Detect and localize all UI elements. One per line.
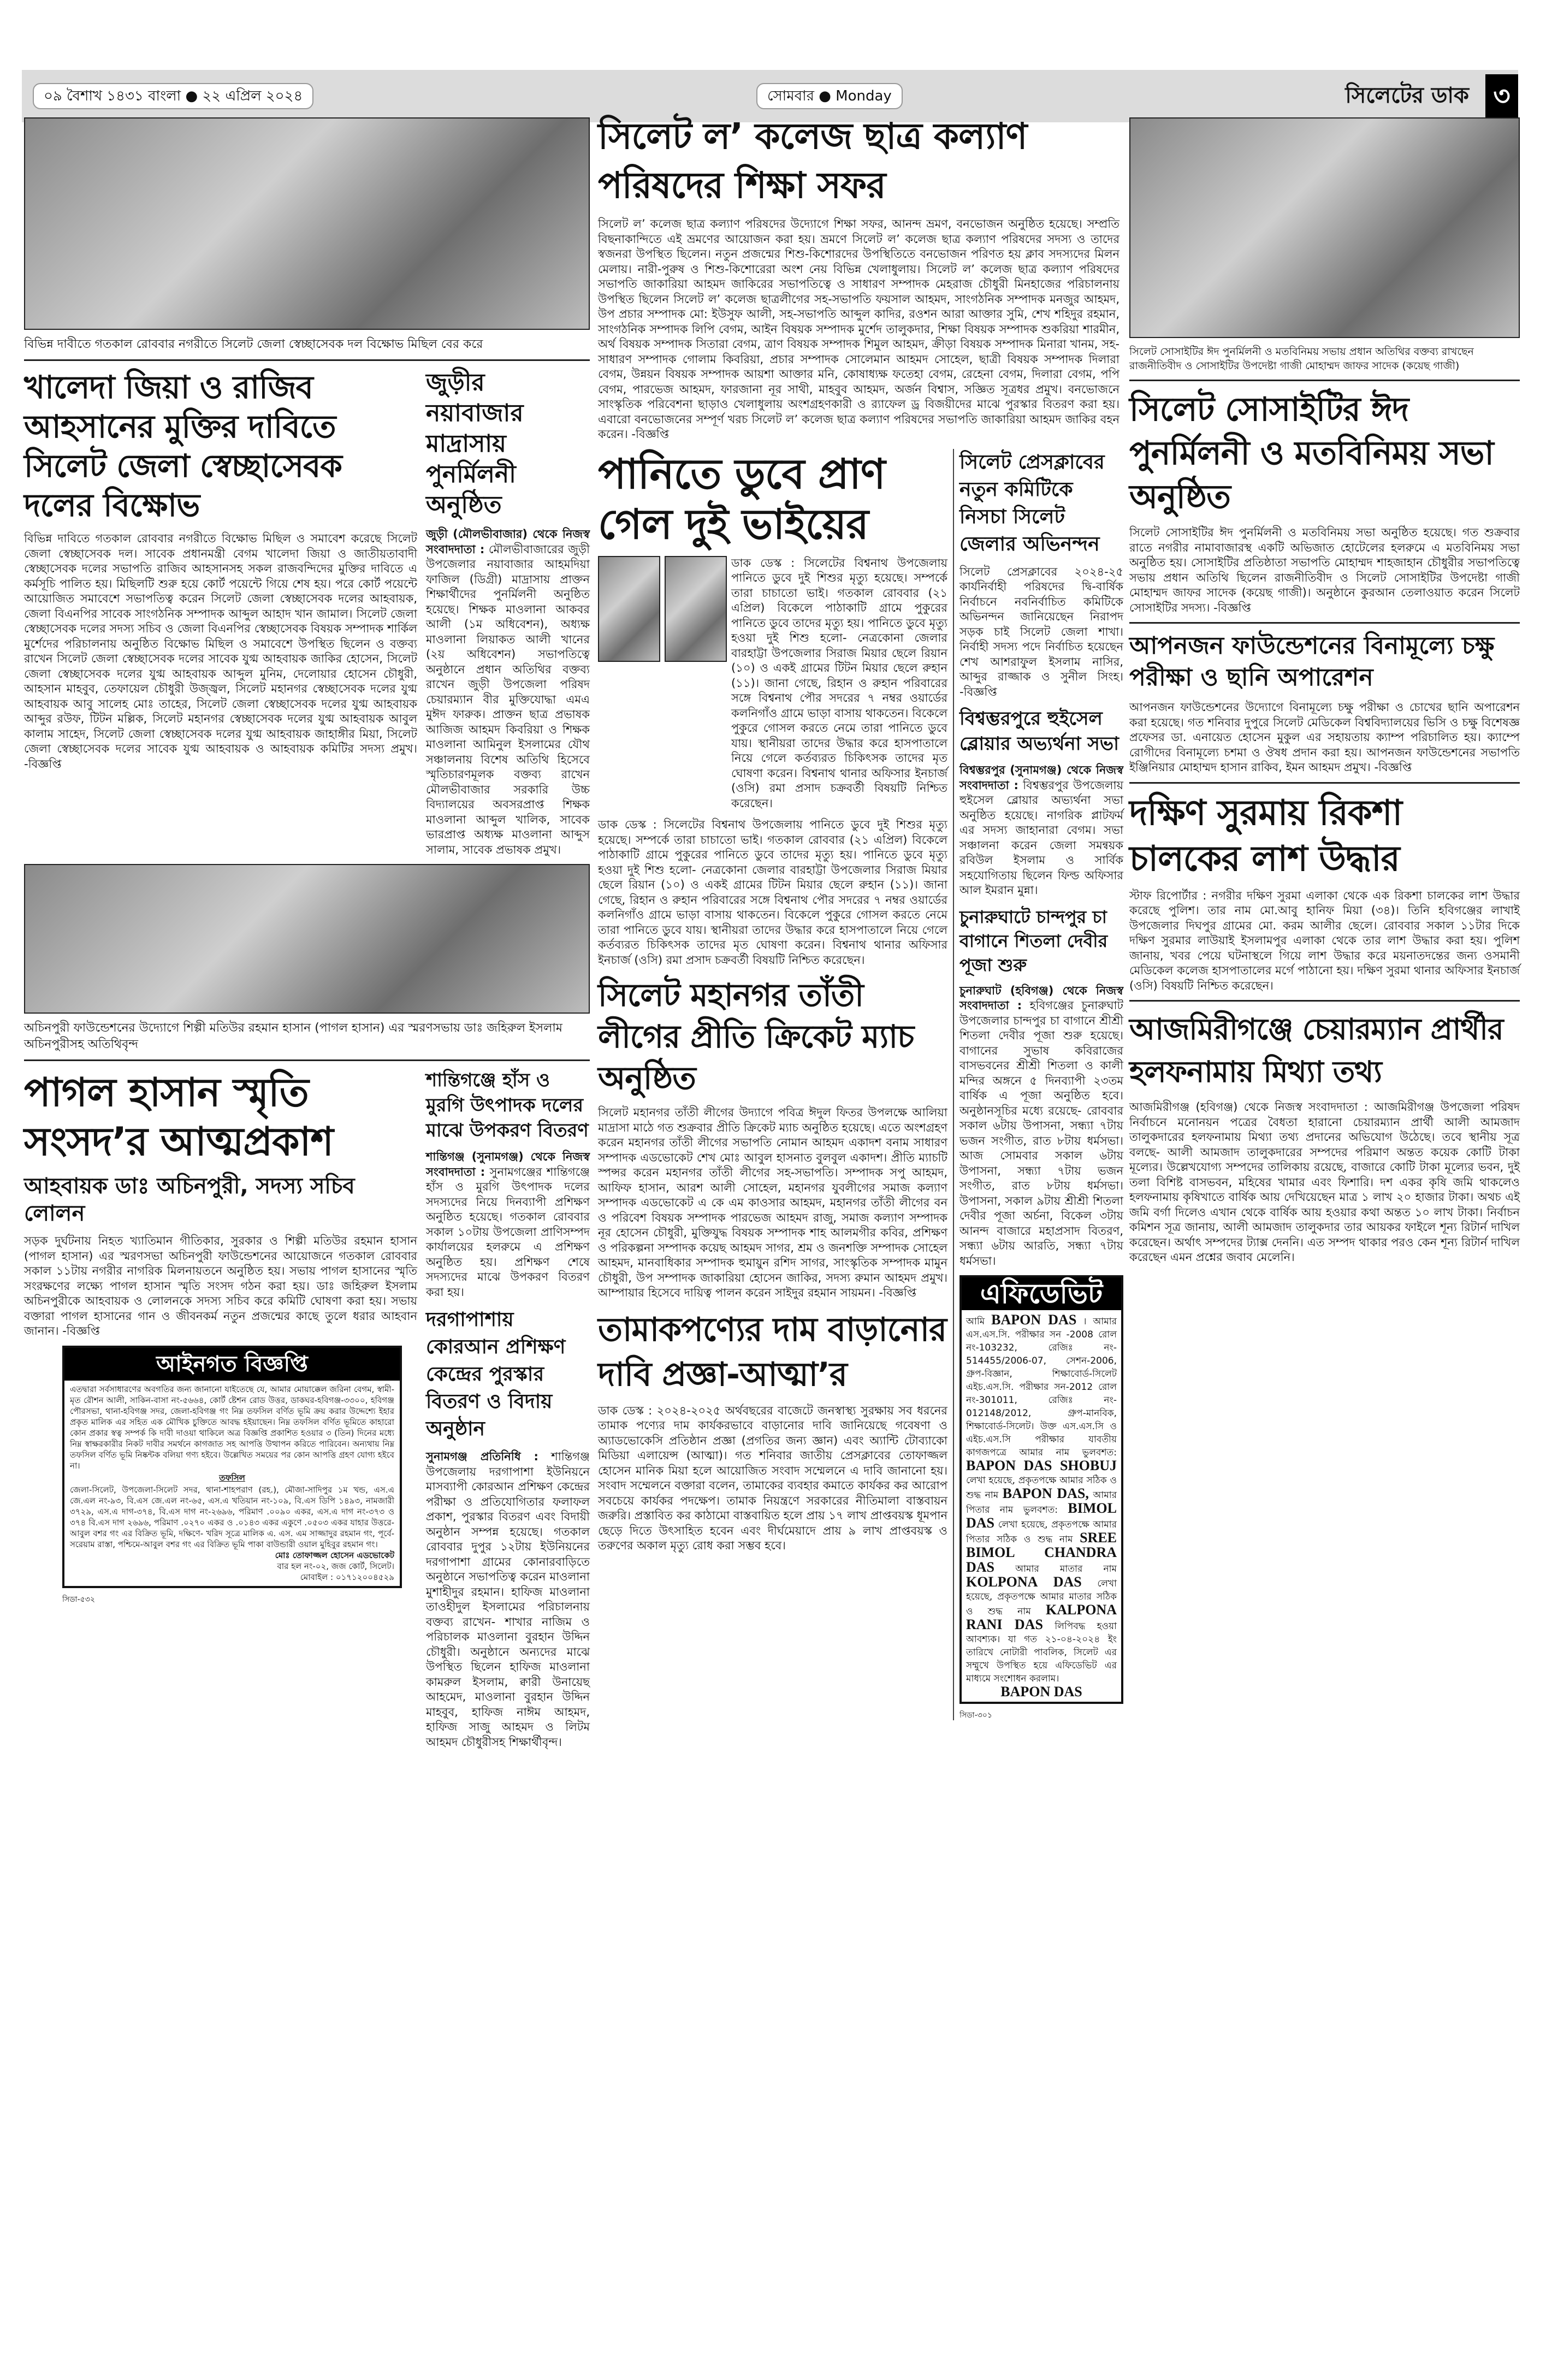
schedule-title: তফসিল xyxy=(219,1472,245,1483)
dateline: চুনারুঘাট (হবিগঞ্জ) থেকে নিজস্ব সংবাদদাতা : xyxy=(959,984,1123,1012)
article-society xyxy=(1129,525,1520,615)
schedule-text: জেলা-সিলেট, উপজেলা-সিলেট সদর, থানা-শাহপরাণ (রহ.), মৌজা-সাদিপুর ১ম খন্ড, এস.এ জে.এল নং-৯৩, বি.এস জে.এল নং-৬৫, এস.এ খতিয়ান নং-১০৯, বি.এস ডিপি ১৪৯৩, নামজারী ৩৭২৯, এস.এ দাগ-৩৭৪, বি.এস দাগ নং-২৬৯৬, পরিমাণ .০০৯০ একর, এস.এ দাগ নং-৩৭৩ ও ৩৭৪ বি.এস দাগ ২৬৯৬, পরিমাণ .০২৭০ একর ও .০১৪৩ একর একুণে .০৫০৩ একর যাহার উত্তরে- আবুল বশর গং এর বিক্রিত ভূমি, দক্ষিণে- খরিদ সূত্রে মালিক এ. এস. এম সাজ্জাদুর রহমান গং, পূর্বে- সরেয়াম রাস্তা, পশ্চিমে-আবুল বশর গং এর বিক্রিত ভূমি পাকা বাউন্ডারী ওয়াল মুহিবুর রহমান গং। xyxy=(70,1484,394,1549)
protest-photo xyxy=(24,117,590,330)
legal-notice-ad xyxy=(62,1346,402,1588)
date-label: ০৯ বৈশাখ ১৪৩১ বাংলা ● ২২ এপ্রিল ২০২৪ xyxy=(33,83,313,109)
wrong-name: BAPON DAS SHOBUJ xyxy=(966,1458,1117,1473)
article-body: মৌলভীবাজারের জুড়ী উপজেলার নয়াবাজার আহমদিয়া ফাজিল (ডিগ্রী) মাদ্রাসায় প্রাক্তন শিক্ষার্থীদের পুনর্মিলনী অনুষ্ঠিত হয়েছে। শিক্ষক মাওলানা আকবর আলী (১ম অধিবেশন), অধ্যক্ষ মাওলানা লিয়াকত আলী খানের (২য় অধিবেশন) সভাপতিত্বে অনুষ্ঠানে প্রধান অতিথির বক্তব্য রাখেন জুড়ী উপজেলা পরিষদ চেয়ারম্যান বীর মুক্তিযোদ্ধা এমএ মুঈদ ফারুক। প্রাক্তন ছাত্র প্রভাষক আজিজ আহমদ কিবরিয়া ও শিক্ষক মাওলানা আমিনুল ইসলামের যৌথ সঞ্চালনায় বিশেষ অতিথি হিসেবে স্মৃতিচারণমূলক বক্তব্য রাখেন মৌলভীবাজার সরকারি উচ্চ বিদ্যালয়ের অবসরপ্রাপ্ত শিক্ষক মাওলানা আব্দুল খালিক, সাবেক ভারপ্রাপ্ত অধ্যক্ষ মাওলানা আব্দুস সালাম, সাবেক প্রভাষক প্রমুখ। xyxy=(426,542,590,856)
left-bottom-row xyxy=(24,1068,590,1750)
article-press-club xyxy=(959,565,1123,700)
page-number: ৩ xyxy=(1485,74,1518,118)
headline-society: সিলেট সোসাইটির ঈদ পুনর্মিলনী ও মতবিনিময় সভা অনুষ্ঠিত xyxy=(1129,390,1494,516)
article-juri xyxy=(426,527,590,857)
article-body: শান্তিগঞ্জ উপজেলায় দরগাপাশা ইউনিয়নে মাসব্যাপী কোরআন প্রশিক্ষণ কেন্দ্রের পরীক্ষা ও প্রতিযোগিতার ফলাফল প্রকাশ, পুরস্কার বিতরণ এবং বিদায়ী অনুষ্ঠান সম্পন্ন হয়েছে। গতকাল রোববার দুপুর ১২টায় ইউনিয়নের দরগাপাশা গ্রামের কোনারবাড়িতে অনুষ্ঠানে সভাপতিত্ব করেন মাওলানা মুশাহীদুর রহমান। হাফিজ মাওলানা তাওহীদুল ইসলামের পরিচালনায় বক্তব্য রাখেন- শাখার নাজিম ও পরিচালক মাওলানা বুরহান উদ্দিন চৌধুরী। অনুষ্ঠানে অন্যদের মাঝে উপস্থিত ছিলেন হাফিজ মাওলানা কামরুল ইসলাম, ক্বারী উনায়েছ আহমেদ, মাওলানা বুরহান উদ্দিন মাহবুব, হাফিজ নাঈম আহমদ, হাফিজ সাজু আহমদ ও লিটম আহমদ চৌধুরীসহ শিক্ষার্থীবৃন্দ। xyxy=(426,1450,590,1749)
article-body: সিলেট সোসাইটির ঈদ পুনর্মিলনী ও মতবিনিময় সভা অনুষ্ঠিত হয়েছে। গত শুক্রবার রাতে নগরীর নামাবাজারস্থ একটি অভিজাত হোটেলের হলরুমে এ মতবিনিময় সভা অনুষ্ঠিত হয়। সোসাইটির প্রতিষ্ঠাতা সভাপতি মোহাম্মদ শাহজাহান চৌধুরীর সভাপতিত্বে সভায় প্রধান অতিথি ছিলেন রাজনীতিবীদ ও সিলেট সোসাইটির উপদেষ্টা গাজী মোহাম্মদ জাফর সাদেক (কয়েছ গাজী)। অনুষ্ঠানে কুরআন তেলাওয়াত করেন সিলেট সোসাইটির সদস্য। -বিজ্ঞপ্তি xyxy=(1129,526,1520,614)
article-body: বিভিন্ন দাবিতে গতকাল রোববার নগরীতে বিক্ষোভ মিছিল ও সমাবেশ করেছে সিলেট জেলা স্বেচ্ছাসেবক দল। সাবেক প্রধানমন্ত্রী বেগম খালেদা জিয়া ও জাতীয়তাবাদী স্বেচ্ছাসেবক দলের সভাপতি রাজিব আহসানসহ সকল রাজবন্দিদের মুক্তির দাবিতে এ কর্মসূচি পালিত হয়। মিছিলটি শুরু হয়ে কোর্ট পয়েন্টে গিয়ে শেষ হয়। পরে কোর্ট পয়েন্টে আয়োজিত সমাবেশে সভাপতিত্ব করেন সিলেট জেলা স্বেচ্ছাসেবক দলের আহবায়ক, জেলা বিএনপির সাবেক সাংগঠনিক সম্পাদক আব্দুল আহাদ খান জামাল। সিলেট জেলা স্বেচ্ছাসেবক দলের সদস্য সচিব ও জেলা বিএনপির স্বেচ্ছাসেবক বিষয়ক সম্পাদক শার্কিল মুর্শেদের পরিচালনায় অনুষ্ঠিত বিক্ষোভ মিছিল ও সমাবেশে উপস্থিত ছিলেন ও বক্তব্য রাখেন সিলেট জেলা স্বেচ্ছাসেবক দলের সাবেক যুগ্ম আহবায়ক জাকির হোসেন, সিলেট জেলা স্বেচ্ছাসেবক দলের যুগ্ম আহবায়ক আব্দুল মুনিম, দেলোয়ার হোসেন চৌধুরী, আহসান মাহবুব, তেফায়েল চৌধুরী উজ্জ্বল, সিলেট মহানগর স্বেচ্ছাসেবক দলের যুগ্ম আহবায়ক আবু সালেহ মোঃ তাহের, সিলেট জেলা স্বেচ্ছাসেবক দলের যুগ্ম আহবায়ক আব্দুর রউফ, টিটন মল্লিক, সিলেট মহানগর স্বেচ্ছাসেবক দলের যুগ্ম আহবায়ক আবুল কালাম সাহেদ, সিলেট জেলা স্বেচ্ছাসেবক দলের যুগ্ম আহবায়ক জাহাঙ্গীর মিয়া, সিলেট জেলা স্বেচ্ছাসেবক দলের সাবেক যুগ্ম আহবায়ক ও আহবায়ক কমিটির সদস্য প্রমুখ। -বিজ্ঞপ্তি xyxy=(24,532,417,771)
article-body: সিলেট মহানগর তাঁতী লীগের উদ্যাগে পবিত্র ঈদুল ফিতর উপলক্ষে আলিয়া মাদ্রাসা মাঠে গত শুক্রবার প্রীতি ক্রিকেট ম্যাচ অনুষ্ঠিত হয়েছে। এতে অংশগ্রহণ করেন মহানগর তাঁতী লীগের সভাপতি নোমান আহমদ একাদশ বনাম সাধারণ সম্পাদক এডভোকেট শেখ মোঃ আবুল হাসনাত বুলবুল একাদশ। প্রীতি ম্যাচটি স্পন্সর করেন মহানগর তাঁতী লীগের সহ-সভাপতি। সম্পাদক সপু আহমদ, আফিফ হাসান, আরশ আলী সোহেল, মহানগর যুবলীগের সমাজ কল্যাণ সম্পাদক এডভোকেট এ কে এম কাওসার আহমদ, মহানগর তাঁতী লীগের বন ও পরিবেশ বিষয়ক সম্পাদক পারভেজ আহমদ রাজু, সমাজ কল্যাণ সম্পাদক নূর হোসেন চৌধুরী, মুক্তিযুদ্ধ বিষয়ক সম্পাদক শাহ আলমগীর কবির, প্রশিক্ষণ ও পরিকল্পনা সম্পাদক কয়েছ আহমদ সাগর, শ্রম ও জনশক্তি সম্পাদক সোহেল আহমদ, মানবাধিকার সম্পাদক হুমায়ুন রশিদ সাগর, সাংস্কৃতিক সম্পাদক মামুন চৌধুরী, উপ সম্পাদক জাকারিয়া হোসেন জাকির, সদস্য রুমান আহমদ প্রমুখ। আম্পায়ার হিসেবে দায়িত্ব পালন করেন সাইদুর রহমান সায়মন। -বিজ্ঞপ্তি xyxy=(598,1106,947,1299)
article-whistle-blower xyxy=(959,763,1123,898)
juri-column xyxy=(426,368,590,857)
wrong-father-name: BIMOL DAS xyxy=(966,1500,1117,1531)
center-section xyxy=(598,112,1123,1720)
center-right-column xyxy=(959,449,1123,1721)
article-body: হবিগঞ্জের চুনারুঘাট উপজেলার চান্দপুর চা বাগানে শ্রীশ্রী শিতলা দেবীর পূজা শুরু হয়েছে। বাগানের সুভাষ কবিরাজের বাসভবনের শ্রীশ্রী শিতলা ও কালী মন্দির অঙ্গনে ৫ দিনব্যাপী ২৩তম বার্ষিক এ পূজা অনুষ্ঠিত হবে। অনুষ্ঠানসূচির মধ্যে রয়েছে- রোববার সকাল ৬টায় উপাসনা, সন্ধ্যা ৭টায় ভজন সংগীত, রাত ৮টায় ধর্মসভা। আজ সোমবার সকাল ৬টায় উপাসনা, সন্ধ্যা ৭টায় ভজন সংগীত, রাত ৮টায় ধর্মসভা। উপাসনা, সকাল ৯টায় শ্রীশ্রী শিতলা দেবীর পূজা অর্চনা, বিকেল ৩টায় আনন্দ বাজারে মহাপ্রসাদ বিতরণ, সন্ধ্যা ৬টায় আরতি, সন্ধ্যা ৭টায় ধর্মসভা। xyxy=(959,999,1123,1268)
correct-father-name: SREE BIMOL CHANDRA DAS xyxy=(966,1530,1117,1575)
day-label: সোমবার ● Monday xyxy=(756,83,903,109)
divider xyxy=(1129,782,1520,784)
ad-text: আমার পিতার নাম ভুলবশত: xyxy=(966,1490,1117,1515)
ad-body: এতদ্বারা সর্বসাধারণের অবগতির জন্য জানানো যাইতেছে যে, আমার মোয়াক্কেল জরিনা বেগম, স্বামী- মৃত রৌশন আলী, সাকিন-বাসা নং-৫৬৬৪, কোর্ট ষ্টেশন রোড উত্তর, ডাকঘর-হবিগঞ্জ-৩৩০০, হবিগঞ্জ পৌরসভা, থানা-হবিগঞ্জ সদর, জেলা-হবিগঞ্জ গং নিম্ন তফসিল বর্ণিত ভূমি ক্রয় করার উদ্দেশ্যে ইহার প্রকৃত মালিক এর সহিত এক মৌখিক চুক্তিতে আবদ্ধ হইয়াছেন। নিম্ন তফসিল বর্ণিত ভূমিতে কাহারো কোন প্রকার স্বত্ব সম্পর্ক কি দাবী দাওয়া থাকিলে অত্র বিজ্ঞপ্তি প্রকাশিত হওয়ার ৩ (তিন) দিনের মধ্যে নিম্ন স্বাক্ষরকারীর নিকট দাবীর সমর্থনে কাগজাত সহ আপত্তি উত্থাপন করিতে পারিবেন। অন্যথায় নিম্ন তফসিল বর্ণিত ভূমি নিষ্কন্টক বলিয়া গণ্য হইবে। উল্লেখিত সময়ের পর কোন আপত্তি গ্রহণ যোগ্য হইবে না। xyxy=(70,1384,394,1471)
right-section xyxy=(1129,117,1520,1265)
article-law-college xyxy=(598,217,1119,442)
article-body: সিলেট প্রেসক্লাবের ২০২৪-২৫ কার্যনির্বাহী পরিষদের দ্বি-বার্ষিক নির্বাচনে নবনির্বাচিত কমিটিকে অভিনন্দন জানিয়েছেন নিরাপদ সড়ক চাই সিলেট জেলা শাখা। নির্বাহী সদস্য পদে নির্বাচিত হয়েছেন শেখ আশরাফুল ইসলাম নাসির, আব্দুর রাজ্জাক ও সুনীল সিংহ। -বিজ্ঞপ্তি xyxy=(959,565,1123,698)
dateline: শান্তিগঞ্জ (সুনামগঞ্জ) থেকে নিজস্ব সংবাদদাতা : xyxy=(426,1150,590,1179)
headline-press-club: সিলেট প্রেসক্লাবের নতুন কমিটিকে নিসচা সিলেট জেলার অভিনন্দন xyxy=(959,451,1105,555)
ad-code: সিডা-৫৩২ xyxy=(62,1595,95,1604)
divider xyxy=(24,359,590,361)
ad-text: লেখা হয়েছে, প্রকৃতপক্ষে আমার পিতার সঠিক ও শুদ্ধ নাম xyxy=(966,1519,1117,1545)
headline-khaleda: খালেদা জিয়া ও রাজিব আহসানের মুক্তির দাবিতে সিলেট জেলা স্বেচ্ছাসেবক দলের বিক্ষোভ xyxy=(24,369,342,524)
headline-chunarughat: চুনারুঘাটে চান্দপুর চা বাগানে শিতলা দেবীর পূজা শুরু xyxy=(959,906,1108,975)
article-body: আজমিরীগঞ্জ (হবিগঞ্জ) থেকে নিজস্ব সংবাদদাতা : আজমিরীগঞ্জ উপজেলা পরিষদ নির্বাচনে মনোনয়ন পত্রের বৈধতা হারানো চেয়ারম্যান প্রার্থী আলী আমজাদ তালুকদারের হলফনামায় মিথ্যা তথ্য প্রদানের অভিযোগ উঠেছে। তবে স্থানীয় সূত্র বলছে- আলী আমজাদ তালুকদারের সম্পদের পরিমাণ অন্তত কয়েক কোটি টাকা মূল্যের। উল্লেখযোগ্য সম্পদের তালিকায় রয়েছে, বাজারে কোটি টাকা মূল্যের ভবন, দুই তলা বিশিষ্ট বাসভবন, মহিষের খামার এবং ফিশারি। দশ একর কৃষি জমি থাকলেও হলফনামায় কৃষিখাতে বার্ষিক আয় দেখিয়েছেন মাত্র ১ লাখ ২০ হাজার টাকা। অথচ এই জমি বর্গা দিলেও এখান থেকে বার্ষিক আয় হওয়ার কথা অন্তত ১০ লাখ টাকা। নির্বাচন কমিশন সূত্র জানায়, আলী আমজাদ তালুকদার তার আয়কর ফাইলে শূন্য রিটার্ন দাখিল করেছেন। অর্থাৎ সম্পদের ট্যাক্স দেননি। এত সম্পদ থাকার পরও কেন শূন্য রিটার্ন দাখিল করেছেন এমন প্রশ্নের জবাব মেলেনি। xyxy=(1129,1100,1520,1264)
headline-shantiganj: শান্তিগঞ্জে হাঁস ও মুরগি উৎপাদক দলের মাঝে উপকরণ বিতরণ xyxy=(426,1069,589,1141)
headline-pagol-hasan: পাগল হাসান স্মৃতি সংসদ’র আত্মপ্রকাশ xyxy=(24,1069,333,1164)
headline-apanjon: আপনজন ফাউন্ডেশনের বিনামূল্যে চক্ষু পরীক্ষা ও ছানি অপারেশন xyxy=(1129,632,1495,691)
photo-caption: অচিনপুরী ফাউন্ডেশনের উদ্যোগে শিল্পী মতিউর রহমান হাসান (পাগল হাসান) এর স্মরণসভায় ডাঃ জহিরুল ইসলাম অচিনপুরীসহ অতিথিবৃন্দ xyxy=(24,1021,562,1051)
ad-code: সিডা-৩০১ xyxy=(959,1711,992,1720)
headline-drowning: পানিতে ডুবে প্রাণ গেল দুই ভাইয়ের xyxy=(598,449,885,548)
headline-ajmiriganj: আজমিরীগঞ্জে চেয়ারম্যান প্রার্থীর হলফনামায় মিথ্যা তথ্য xyxy=(1129,1012,1503,1089)
victim-photo-1 xyxy=(598,556,660,662)
correct-mother-name: KALPONA RANI DAS xyxy=(966,1602,1117,1632)
article-tobacco xyxy=(598,1404,947,1554)
pagol-hasan-column xyxy=(24,1068,417,1605)
divider xyxy=(1129,622,1520,624)
divider xyxy=(1129,380,1520,381)
signer-address: বার হল নং-০২, জজ কোর্ট, সিলেট। xyxy=(277,1561,394,1571)
article-apanjon xyxy=(1129,700,1520,775)
society-meeting-photo xyxy=(1129,117,1520,338)
signer-mobile: মোবাইল : ০১৭১২০০৪৫২৯ xyxy=(300,1572,394,1582)
ad-text: আমি xyxy=(966,1316,985,1327)
applicant-name: BAPON DAS xyxy=(991,1312,1077,1328)
center-row xyxy=(598,449,1123,1721)
memorial-photo xyxy=(24,864,590,1014)
article-body: সুনামগঞ্জের শান্তিগঞ্জে হাঁস ও মুরগি উৎপাদক দলের সদস্যদের নিয়ে দিনব্যাপী প্রশিক্ষণ অনুষ্ঠিত হয়েছে। গতকাল রোববার সকাল ১০টায় উপজেলা প্রাণিসম্পদ কার্যালয়ের হলরুমে এ প্রশিক্ষণ অনুষ্ঠিত হয়। প্রশিক্ষণ শেষে সদস্যদের মাঝে উপকরণ বিতরণ করা হয়। xyxy=(426,1165,590,1299)
headline-tobacco: তামাকপণ্যের দাম বাড়ানোর দাবি প্রজ্ঞা-আত্মা’র xyxy=(598,1310,946,1394)
ad-text: লেখা হয়েছে, প্রকৃতপক্ষে আমার সঠিক ও শুদ্ধ নাম xyxy=(966,1475,1117,1501)
headline-law-college: সিলেট ল’ কলেজ ছাত্র কল্যাণ পরিষদের শিক্ষা সফর xyxy=(598,115,1027,206)
headline-rickshaw: দক্ষিণ সুরমায় রিকশা চালকের লাশ উদ্ধার xyxy=(1129,792,1402,879)
headline-tati-league: সিলেট মহানগর তাঁতী লীগের প্রীতি ক্রিকেট ম্যাচ অনুষ্ঠিত xyxy=(598,976,914,1097)
headline-juri: জুড়ীর নয়াবাজার মাদ্রাসায় পুনর্মিলনী অনুষ্ঠিত xyxy=(426,369,524,519)
newspaper-logo: সিলেটের ডাক xyxy=(1345,82,1469,108)
photo-caption: সিলেট সোসাইটির ঈদ পুনর্মিলনী ও মতবিনিময় সভায় প্রধান অতিথির বক্তব্য রাখছেন রাজনীতিবীদ ও সোসাইটির উপদেষ্টা গাজী মোহাম্মদ জাফর সাদেক (কয়েছ গাজী) xyxy=(1129,346,1474,372)
headline-whistle-blower: বিশ্বম্ভরপুরে হুইসেল ব্লোয়ার অভ্যর্থনা সভা xyxy=(959,708,1119,755)
left-top-row xyxy=(24,368,590,857)
khaleda-column xyxy=(24,368,417,772)
article-rickshaw xyxy=(1129,889,1520,994)
headline-quran: দরগাপাশায় কোরআন প্রশিক্ষণ কেন্দ্রের পুরস্কার বিতরণ ও বিদায় অনুষ্ঠান xyxy=(426,1309,566,1440)
article-drowning-top xyxy=(731,556,947,812)
dateline: বিশ্বম্ভরপুর (সুনামগঞ্জ) থেকে নিজস্ব সংবাদদাতা : xyxy=(959,763,1123,792)
drowning-photo-row xyxy=(598,556,947,812)
article-body: ডাক ডেস্ক : সিলেটের বিশ্বনাথ উপজেলায় পানিতে ডুবে দুই শিশুর মৃত্যু হয়েছে। সম্পর্কে তারা চাচাতো ভাই। গতকাল রোববার (২১ এপ্রিল) বিকেলে পাঠাকাটি গ্রামে পুকুরের পানিতে ডুবে তাদের মৃত্যু হয়। পানিতে ডুবে মৃত্যু হওয়া দুই শিশু হলো- নেত্রকোনা জেলার বারহাট্টা উপজেলার সিরাজ মিয়ার ছেলে রিয়ান (১০) ও একই গ্রামের টিটন মিয়ার ছেলে রুহান (১১)। জানা গেছে, রিহান ও রুহান পরিবারের সঙ্গে বিশ্বনাথ পৌর সদরের ৭ নম্বর ওয়ার্ডের কলনিগাঁও গ্রামে ভাড়া বাসায় থাকতেন। বিকেলে পুকুরে গোসল করতে নেমে তারা পানিতে ডুবে যায়। স্থানীয়রা তাদের উদ্ধার করে হাসপাতালে নিয়ে গেলে কর্তব্যরত চিকিৎসক তাদের মৃত ঘোষণা করেন। বিশ্বনাথ থানার অফিসার ইনচার্জ (ওসি) রমা প্রসাদ চক্রবর্তী বিষয়টি নিশ্চিত করেছেন। xyxy=(731,556,947,810)
article-drowning xyxy=(598,818,947,968)
shantiganj-column xyxy=(426,1068,590,1750)
ad-title: এফিডেভিট xyxy=(962,1277,1121,1310)
affidavit-ad xyxy=(959,1275,1123,1704)
ad-text: লিপিবদ্ধ হওয়া আবশ্যক। যা গত ২১-০৪-২০২৪ ইং তারিখে নোটারী পাবলিক, সিলেট এর সম্মুখে উপস্থিত হয়ে এফিডেভিট এর মাধ্যমে সংশোধন করলাম। xyxy=(966,1621,1117,1684)
dateline: জুড়ী (মৌলভীবাজার) থেকে নিজস্ব সংবাদদাতা : xyxy=(426,528,590,556)
article-chunarughat xyxy=(959,984,1123,1269)
wrong-mother-name: KOLPONA DAS xyxy=(966,1574,1082,1590)
column-divider xyxy=(953,449,954,1721)
center-left-column xyxy=(598,449,947,1554)
subheadline-pagol-hasan: আহবায়ক ডাঃ অচিনপুরী, সদস্য সচিব লোলন xyxy=(24,1174,355,1226)
article-body: সড়ক দুর্ঘটনায় নিহত খ্যাতিমান গীতিকার, সুরকার ও শিল্পী মতিউর রহমান হাসান (পাগল হাসান) এর স্মরণসভা অচিনপুরী ফাউন্ডেশনের আয়োজনে গতকাল রোববার সকাল ১১টায় নগরীর নাগরিক মিলনায়তনে অনুষ্ঠিত হয়। সভায় পাগল হাসানের স্মৃতি সংরক্ষণের লক্ষ্যে পাগল হাসান স্মৃতি সংসদ গঠন করা হয়। ডাঃ জহিরুল ইসলাম অচিনপুরীকে আহবায়ক ও লোলনকে সদস্য সচিব করে কমিটি ঘোষণা করা হয়। সভায় বক্তারা পাগল হাসানের গান ও জীবনকর্ম নতুন প্রজন্মের কাছে তুলে ধরার আহবান জানান। -বিজ্ঞপ্তি xyxy=(24,1234,417,1337)
ad-text: আমার মাতার নাম xyxy=(1015,1564,1117,1574)
correct-name: BAPON DAS, xyxy=(1002,1485,1089,1501)
article-shantiganj xyxy=(426,1150,590,1300)
article-pagol-hasan xyxy=(24,1234,417,1339)
article-body: আপনজন ফাউন্ডেশনের উদ্যোগে বিনামূল্যে চক্ষু পরীক্ষা ও চোখের ছানি অপারেশন করা হয়েছে। গত শনিবার দুপুরে সিলেট মেডিকেল বিশ্ববিদ্যালয়ের ভিসি ও চক্ষু বিশেষজ্ঞ প্রফেসর ডা. এনায়েত হোসেন মুকুল এর সহায়তায় ক্যাম্প পরিচালিত হয়। ক্যাম্পে রোগীদের বিনামূল্যে চশমা ও ঔষধ প্রদান করা হয়। আপনজন ফাউন্ডেশনের সভাপতি ইঞ্জিনিয়ার মোহাম্মদ হাসান রাকিব, ইমন আহমদ প্রমুখ। -বিজ্ঞপ্তি xyxy=(1129,701,1520,774)
signature: BAPON DAS xyxy=(1000,1684,1082,1700)
left-section xyxy=(24,117,590,1750)
article-body: সিলেট ল’ কলেজ ছাত্র কল্যাণ পরিষদের উদ্যোগে শিক্ষা সফর, আনন্দ ভ্রমণ, বনভোজন অনুষ্ঠিত হয়েছে। সম্প্রতি বিছনাকান্দিতে এই ভ্রমণের আয়োজন করা হয়। ভ্রমণে সিলেট ল’ কলেজ ছাত্র কল্যাণ পরিষদের সদস্য ও তাদের স্বজনরা উপস্থিত ছিলেন। নতুন প্রজন্মের শিশু-কিশোরদের উপস্থিতিতে বনভোজন পরিণত হয় ক্লাব সদস্যদের মিলন মেলায়। নারী-পুরুষ ও শিশু-কিশোরেরা অংশ নেয় বিভিন্ন খেলাধুলায়। সিলেট ল’ কলেজ ছাত্র কল্যাণ পরিষদের সভাপতি জাকারিয়া আহমদ জাকিরের সভাপতিত্বে ও সাধারণ সম্পাদক মেহরাজ চৌধুরী মিনহাজের পরিচালনায় উপস্থিত ছিলেন সিলেট ল’ কলেজ ছাত্রলীগের সহ-সভাপতি ফয়সাল আহমদ, সাংগঠনিক সম্পাদক মনজুর আহমদ, উপ প্রচার সম্পাদক মো: ইউসুফ আলী, সহ-সভাপতি আব্দুল কাদির, রওশন আরা আক্তার সুমি, শেখ শহিদুর রহমান, সাংগঠনিক সম্পাদক লিপি বেগম, আইন বিষয়ক সম্পাদক মুর্শেদ তালুকদার, শিক্ষা বিষয়ক সম্পাদক শুকরিয়া শারমীন, অর্থ বিষয়ক সম্পাদক সিতারা বেগম, ত্রাণ বিষয়ক সম্পাদক শিমুল আহমদ, ক্রীড়া বিষয়ক সম্পাদক মিনারা খানম, সহ-সাধারণ সম্পাদক গোলাম কিবরিয়া, প্রচার সম্পাদক সোলেমান আহমদ সোহেল, ছাত্রী বিষয়ক সম্পাদক দিলারা বেগম, উন্নয়ন বিষয়ক সম্পাদক আয়শা আক্তার মনি, কোষাধ্যক্ষ ফতেহা বেগম, রেহেনা বেগম, দিলারা বেগম, পপি বেগম, পারভেজ আহমদ, ফারজানা নূর সাথী, মাহবুব আহমদ, অর্জন বিশ্বাস, সজ্ঞিত সূত্রধর প্রমুখ। বনভোজনে সাংস্কৃতিক পরিবেশনা ছাড়াও খেলাধুলায় অংশগ্রহণকারী ও র‌্যাফেল ড্র বিজয়ীদের মাঝে পুরস্কার বিতরণ করা হয়। এবারো বনভোজনের সম্পূর্ণ খরচ সিলেট ল’ কলেজ ছাত্র কল্যাণ পরিষদের সভাপতি জাকারিয়া আহমদ জাকির বহন করেন। -বিজ্ঞপ্তি xyxy=(598,217,1120,441)
ad-title: আইনগত বিজ্ঞপ্তি xyxy=(64,1348,400,1381)
article-body: ডাক ডেস্ক : সিলেটের বিশ্বনাথ উপজেলায় পানিতে ডুবে দুই শিশুর মৃত্যু হয়েছে। সম্পর্কে তারা চাচাতো ভাই। গতকাল রোববার (২১ এপ্রিল) বিকেলে পাঠাকাটি গ্রামে পুকুরের পানিতে ডুবে তাদের মৃত্যু হয়। পানিতে ডুবে মৃত্যু হওয়া দুই শিশু হলো- নেত্রকোনা জেলার বারহাট্টা উপজেলার সিরাজ মিয়ার ছেলে রিয়ান (১০) ও একই গ্রামের টিটন মিয়ার ছেলে রুহান (১১)। জানা গেছে, রিহান ও রুহান পরিবারের সঙ্গে বিশ্বনাথ পৌর সদরের ৭ নম্বর ওয়ার্ডের কলনিগাঁও গ্রামে ভাড়া বাসায় থাকতেন। বিকেলে পুকুরে গোসল করতে নেমে তারা পানিতে ডুবে যায়। স্থানীয়রা তাদের উদ্ধার করে হাসপাতালে নিয়ে গেলে কর্তব্যরত চিকিৎসক তাদের মৃত ঘোষণা করেন। বিশ্বনাথ থানার অফিসার ইনচার্জ (ওসি) রমা প্রসাদ চক্রবর্তী বিষয়টি নিশ্চিত করেছেন। xyxy=(598,818,947,967)
ad-text: । আমার এস.এস.সি. পরীক্ষার সন -2008 রোল নং-103232, রেজিঃ নং- 514455/2006-07, সেশন-2006, গ্রুপ-বিজ্ঞান, শিক্ষাবোর্ড-সিলেট এইচ.এস.সি. পরীক্ষার সন-2012 রোল নং-301011, রেজিঃ নং- 012148/2012, গ্রুপ-মানবিক, শিক্ষাবোর্ড-সিলেট। উক্ত এস.এস.সি ও এইচ.এস.সি পরীক্ষার যাবতীয় কাগজপত্রে আমার নাম ভুলবশত: xyxy=(966,1316,1117,1458)
divider xyxy=(24,1059,590,1061)
article-ajmiriganj xyxy=(1129,1100,1520,1265)
divider xyxy=(1129,1000,1520,1002)
article-khaleda xyxy=(24,531,417,772)
photo-caption: বিভিন্ন দাবীতে গতকাল রোববার নগরীতে সিলেট জেলা স্বেচ্ছাসেবক দল বিক্ষোভ মিছিল বের করে xyxy=(24,338,483,351)
ad-text: লেখা হয়েছে, প্রকৃতপক্ষে আমার মাতার সঠিক ও শুদ্ধ নাম xyxy=(966,1578,1117,1617)
article-tati-league xyxy=(598,1105,947,1301)
article-body: স্টাফ রিপোর্টার : নগরীর দক্ষিণ সুরমা এলাকা থেকে এক রিকশা চালকের লাশ উদ্ধার করেছে পুলিশ। তার নাম মো.আবু হানিফ মিয়া (৩৪)। তিনি হবিগঞ্জের লাখাই উপজেলার দিঘপুর গ্রামের মো. করম আলীর ছেলে। রোববার সকাল ১১টার দিকে দক্ষিণ সুরমার লাউয়াই ইসলামপুর এলাকা থেকে তার লাশ উদ্ধার করা হয়। পুলিশ জানায়, খবর পেয়ে ঘটনাস্থলে গিয়ে লাশ উদ্ধার করে ময়নাতদন্তের জন্য ওসমানী মেডিকেল কলেজ হাসপাতালের মর্গে পাঠানো হয়। দক্ষিণ সুরমা থানার অফিসার ইনচার্জ (ওসি) বিষয়টি নিশ্চিত করেছেন। xyxy=(1129,889,1520,992)
dateline: সুনামগঞ্জ প্রতিনিধি : xyxy=(426,1450,538,1463)
article-quran xyxy=(426,1449,590,1750)
article-body: ডাক ডেস্ক : ২০২৪-২০২৫ অর্থবছরের বাজেটে জনস্বাস্থ্য সুরক্ষায় সব ধরনের তামাক পণ্যের দাম কার্যকরভাবে বাড়ানোর দাবি জানিয়েছে গবেষণা ও অ্যাডভোকেসি প্রতিষ্ঠান প্রজ্ঞা (প্রগতির জন্য জ্ঞান) এবং অ্যান্টি টোব্যাকো মিডিয়া এলায়েন্স (আত্মা)। গত শনিবার জাতীয় প্রেসক্লাবের তোফাজ্জল হোসেন মানিক মিয়া হলে আয়োজিত সংবাদ সম্মেলনে এ দাবি জানানো হয়। সংবাদ সম্মেলনে বক্তারা বলেন, তামাকের ব্যবহার কমাতে কার্যকর কর আরোপ সবচেয়ে কার্যকর পদক্ষেপ। তামাক নিয়ন্ত্রণে সরকারের নীতিমালা বাস্তবায়ন জরুরি। প্রস্তাবিত কর কাঠামো বাস্তবায়িত হলে প্রায় ১৭ লাখ প্রাপ্তবয়স্ক ধূমপান ছেড়ে দিতে উৎসাহিত হবেন এবং দীর্ঘমেয়াদে প্রায় ৯ লাখ প্রাপ্তবয়স্ক ও তরুণের অকাল মৃত্যু রোধ করা সম্ভব হবে। xyxy=(598,1404,947,1552)
article-body: বিশ্বম্ভরপুর উপজেলায় হুইসেল ব্লোয়ার অভ্যর্থনা সভা অনুষ্ঠিত হয়েছে। নাগরিক প্লাটফর্ম এর সদস্য জাহানারা বেগম। সভা সঞ্চালনা করেন জেলা সমন্বয়ক রবিউল ইসলাম ও সার্বিক সহযোগিতায় ছিলেন ফিল্ড অফিসার আল ইমরান মুন্না। xyxy=(959,778,1123,897)
signer-name: মোঃ তোফাজ্জল হোসেন এডভোকেট xyxy=(275,1550,394,1560)
victim-photo-2 xyxy=(665,556,727,662)
